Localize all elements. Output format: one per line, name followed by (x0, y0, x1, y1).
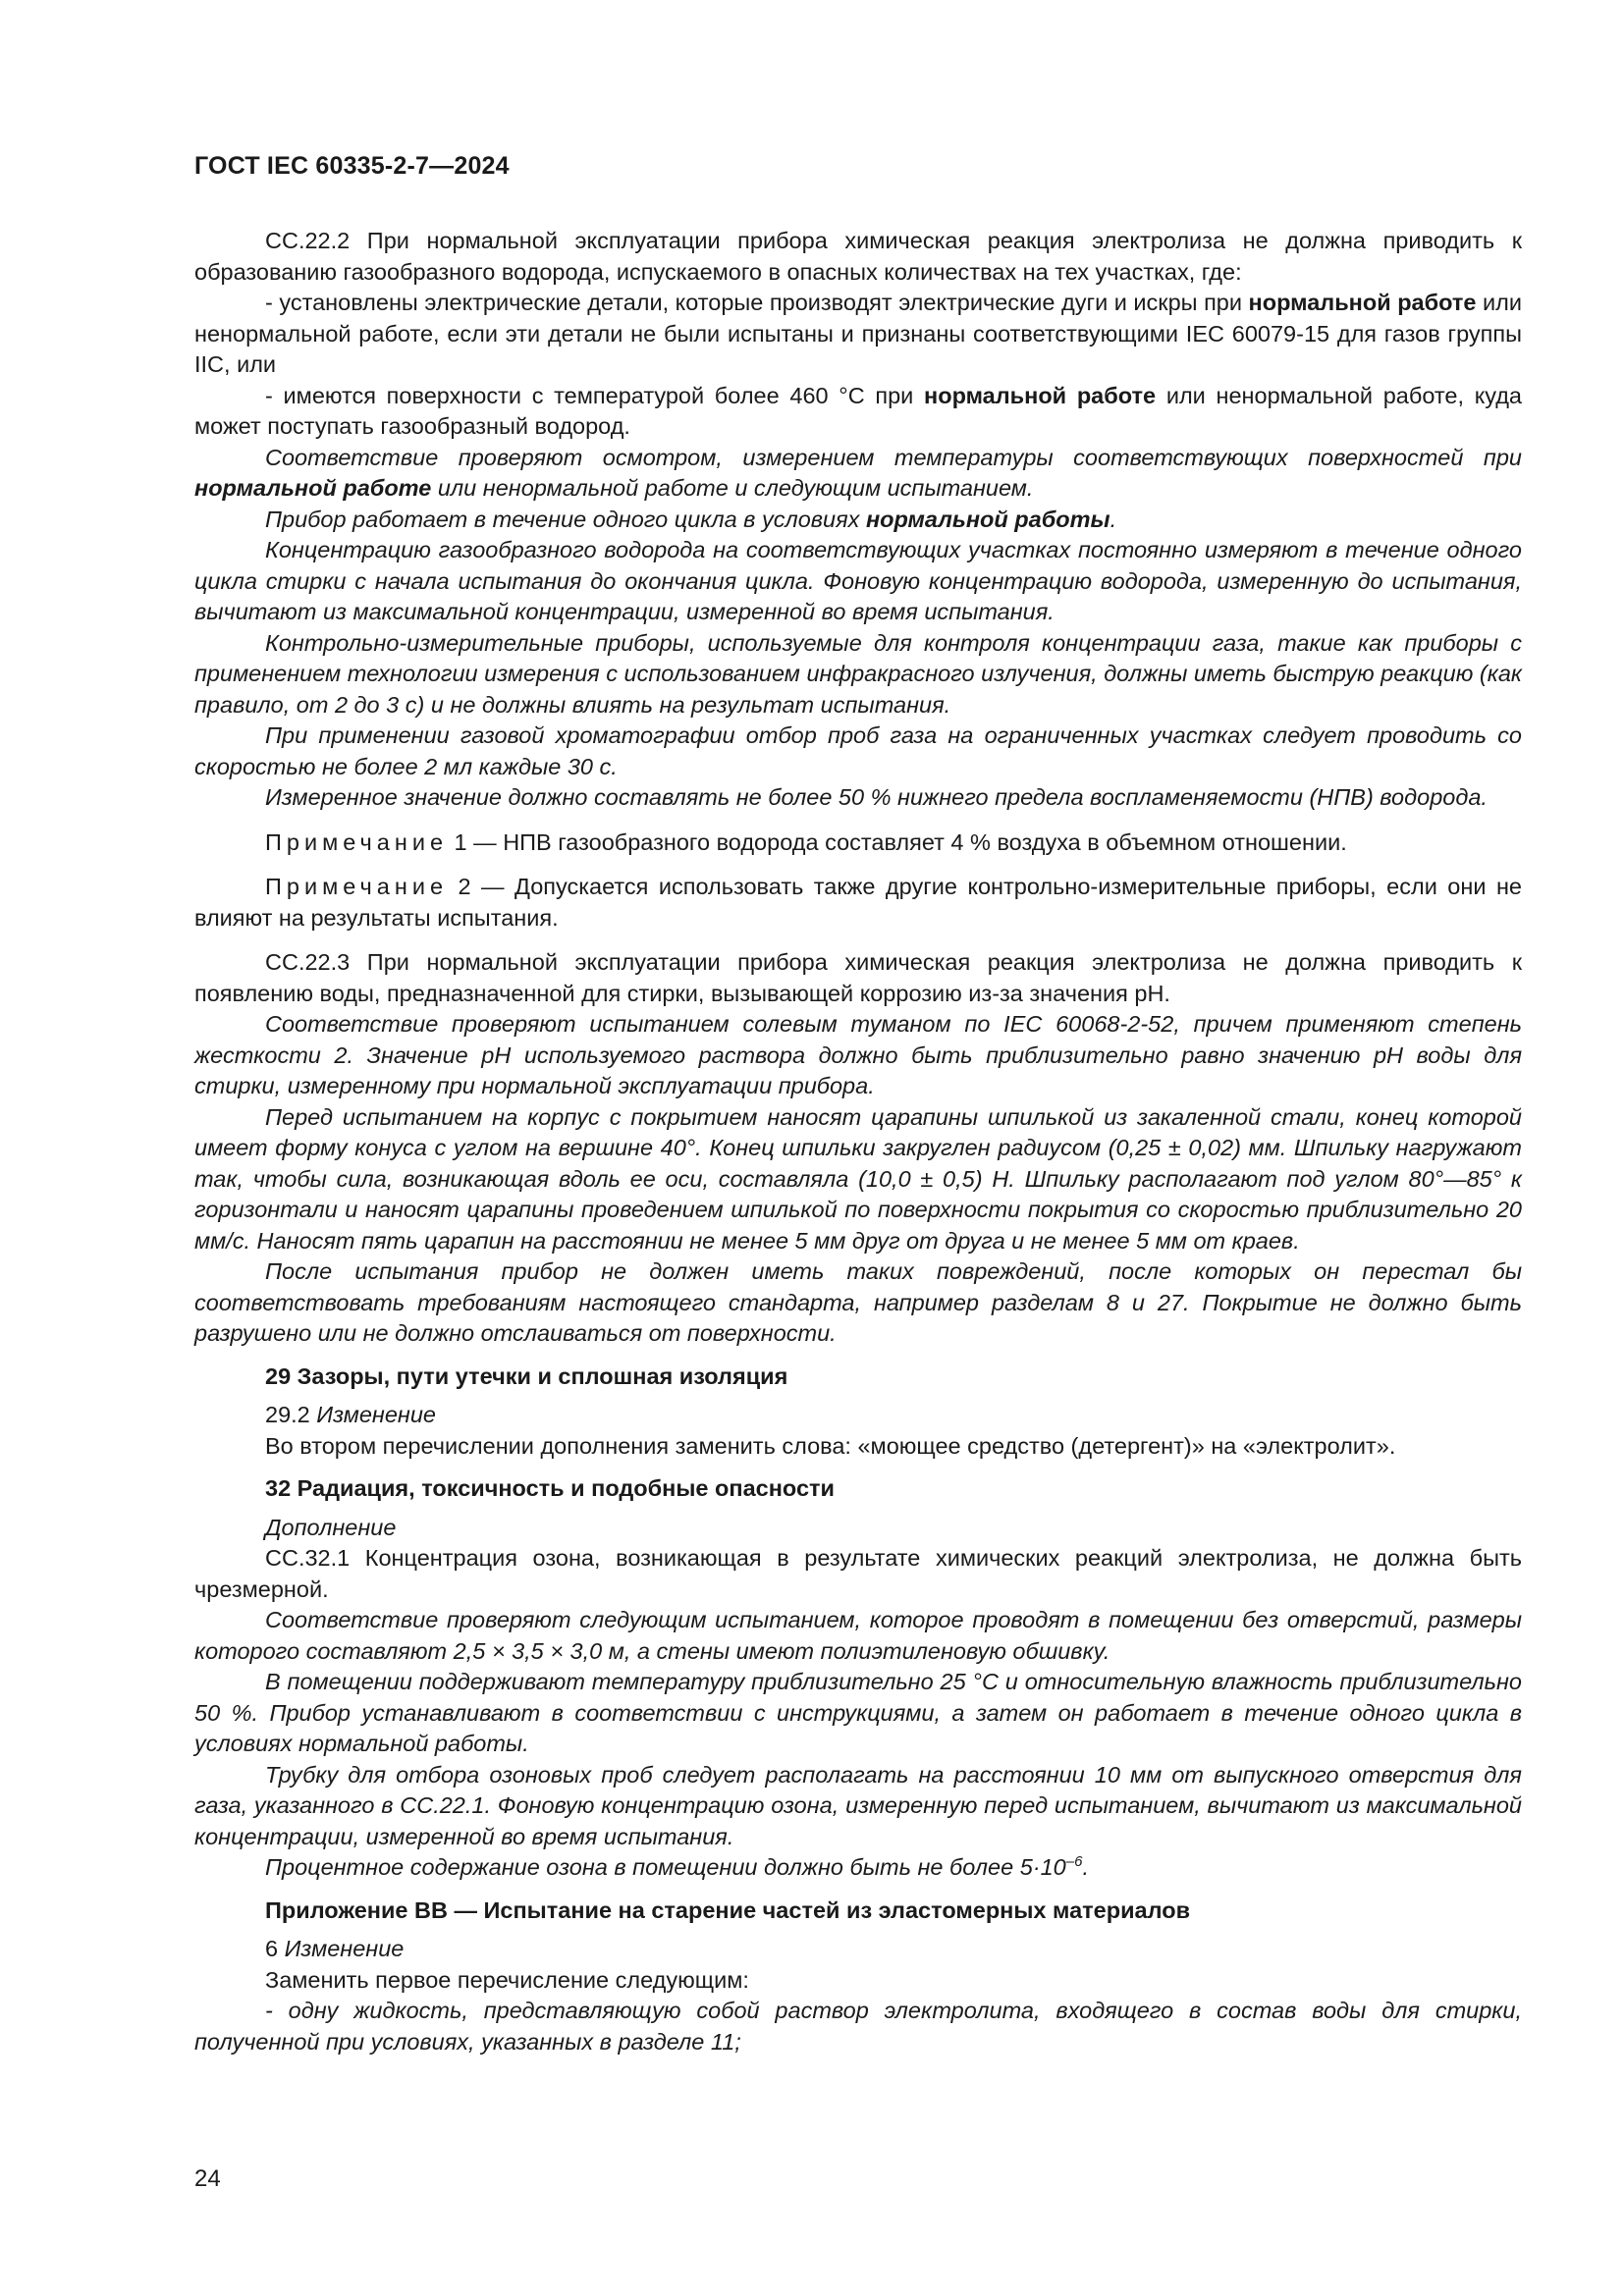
page-number: 24 (194, 2165, 221, 2192)
note-2: Примечание 2 — Допускается использовать также другие контрольно-измерительные приборы, если они не влияют на результаты испытания. (194, 874, 1522, 931)
paragraph-cc-22-2: CC.22.2 При нормальной эксплуатации прибора химическая реакция электролиза не должна приводить к образованию газообразного водорода, испускаемого в опасных количествах на тех участках, где: (194, 228, 1522, 285)
paragraph-29-2-text: Во втором перечислении дополнения заменить слова: «моющее средство (детергент)» на «электролит». (265, 1432, 1396, 1459)
paragraph-ozone-conditions: В помещении поддерживают температуру приблизительно 25 °С и относительную влажность приблизительно 50 %. Прибор устанавливают в соответствии с инструкциями, а затем он работает в течение одного цикла в условиях нормальной работы. (194, 1669, 1522, 1756)
paragraph-ozone-room: Соответствие проверяют следующим испытанием, которое проводят в помещении без отверстий, размеры которого составляют 2,5 × 3,5 × 3,0 м, а стены имеют полиэтиленовую обшивку. (194, 1607, 1522, 1664)
list-item-hot-surfaces: - имеются поверхности с температурой более 460 °С при нормальной работе или ненормальной работе, куда может поступать газообразный водород. (194, 382, 1522, 439)
subsection-29-2: 29.2 Изменение (265, 1402, 437, 1427)
paragraph-cycle: Прибор работает в течение одного цикла в условиях нормальной работы. (265, 506, 1117, 532)
paragraph-salt-mist: Соответствие проверяют испытанием солевым туманом по IEC 60068-2-52, причем применяют степень жесткости 2. Значение pH используемого раствора должно быть приблизительно равно значению pH воды для стирки, измеренному при нормальной эксплуатации прибора. (194, 1011, 1522, 1098)
document-header: ГОСТ IEC 60335-2-7—2024 (194, 152, 510, 180)
paragraph-ozone-limit: Процентное содержание озона в помещении должно быть не более $5\cdot 10^{-6}$. (265, 1853, 1089, 1880)
paragraph-after-test: После испытания прибор не должен иметь таких повреждений, после которых он перестал бы соответствовать требованиям настоящего стандарта, например разделам 8 и 27. Покрытие не должно быть разрушено или не должно отслаиваться от поверхности. (194, 1258, 1522, 1346)
paragraph-scratch-test: Перед испытанием на корпус с покрытием наносят царапины шпилькой из закаленной стали, конец которой имеет форму конуса с углом на вершине 40°. Конец шпильки закруглен радиусом (0,25 ± 0,02) мм. Шпильку нагружают так, чтобы сила, возникающая вдоль ее оси, составляла (10,0 ± 0,5) Н. Шпильку располагают под углом 80°—85° к горизонтали и наносят царапины проведением шпилькой по поверхности покрытия со скоростью приблизительно 20 мм/с. Наносят пять царапин на расстоянии не менее 5 мм друг от друга и не менее 5 мм от краев. (194, 1103, 1522, 1254)
document-body (194, 226, 1522, 2057)
paragraph-chromatography: При применении газовой хроматографии отбор проб газа на ограниченных участках следует проводить со скоростью не более 2 мл каждые 30 с. (194, 722, 1522, 779)
paragraph-bb-replace: Заменить первое перечисление следующим: (265, 1966, 749, 1993)
paragraph-ozone-sampling: Трубку для отбора озоновых проб следует располагать на расстоянии 10 мм от выпускного отверстия для газа, указанного в CC.22.1. Фоновую концентрацию озона, измеренную перед испытанием, вычитают из максимальной концентрации, измеренной во время испытания. (194, 1761, 1522, 1849)
paragraph-compliance-check: Соответствие проверяют осмотром, измерением температуры соответствующих поверхностей при нормальной работе или ненормальной работе и следующим испытанием. (194, 444, 1522, 501)
list-item-electrolyte-liquid: - одну жидкость, представляющую собой раствор электролита, входящего в состав воды для стирки, полученной при условиях, указанных в разделе 11; (194, 1998, 1522, 2055)
section-heading-32: 32 Радиация, токсичность и подобные опасности (265, 1475, 835, 1501)
section-heading-29: 29 Зазоры, пути утечки и сплошная изоляция (265, 1362, 788, 1389)
annex-heading-bb: Приложение ВВ — Испытание на старение частей из эластомерных материалов (265, 1896, 1191, 1923)
paragraph-cc-32-1: CC.32.1 Концентрация озона, возникающая в результате химических реакций электролиза, не должна быть чрезмерной. (194, 1545, 1522, 1602)
paragraph-instruments: Контрольно-измерительные приборы, используемые для контроля концентрации газа, такие как приборы с применением технологии измерения с использованием инфракрасного излучения, должны иметь быструю реакцию (как правило, от 2 до 3 с) и не должны влиять на результат испытания. (194, 629, 1523, 718)
list-item-electrical-parts: - установлены электрические детали, которые производят электрические дуги и искры при нормальной работе или ненормальной работе, если эти детали не были испытаны и признаны соответствующими IEC 60079-15 для газов группы IIC, или (194, 290, 1522, 377)
subsection-32-addition: Дополнение (265, 1514, 397, 1540)
note-1: Примечание 1 — НПВ газообразного водорода составляет 4 % воздуха в объемном отношении. (265, 828, 1347, 855)
paragraph-measured-value: Измеренное значение должно составлять не более 50 % нижнего предела воспламеняемости (НПВ) водорода. (265, 784, 1488, 810)
subsection-bb-6: 6 Изменение (265, 1936, 405, 1961)
paragraph-cc-22-3: CC.22.3 При нормальной эксплуатации прибора химическая реакция электролиза не должна приводить к появлению воды, предназначенной для стирки, вызывающей коррозию из-за значения pH. (194, 949, 1522, 1006)
paragraph-hydrogen-concentration: Концентрацию газообразного водорода на соответствующих участках постоянно измеряют в течение одного цикла стирки с начала испытания до окончания цикла. Фоновую концентрацию водорода, измеренную до испытания, вычитают из максимальной концентрации, измеренной во время испытания. (194, 537, 1522, 624)
